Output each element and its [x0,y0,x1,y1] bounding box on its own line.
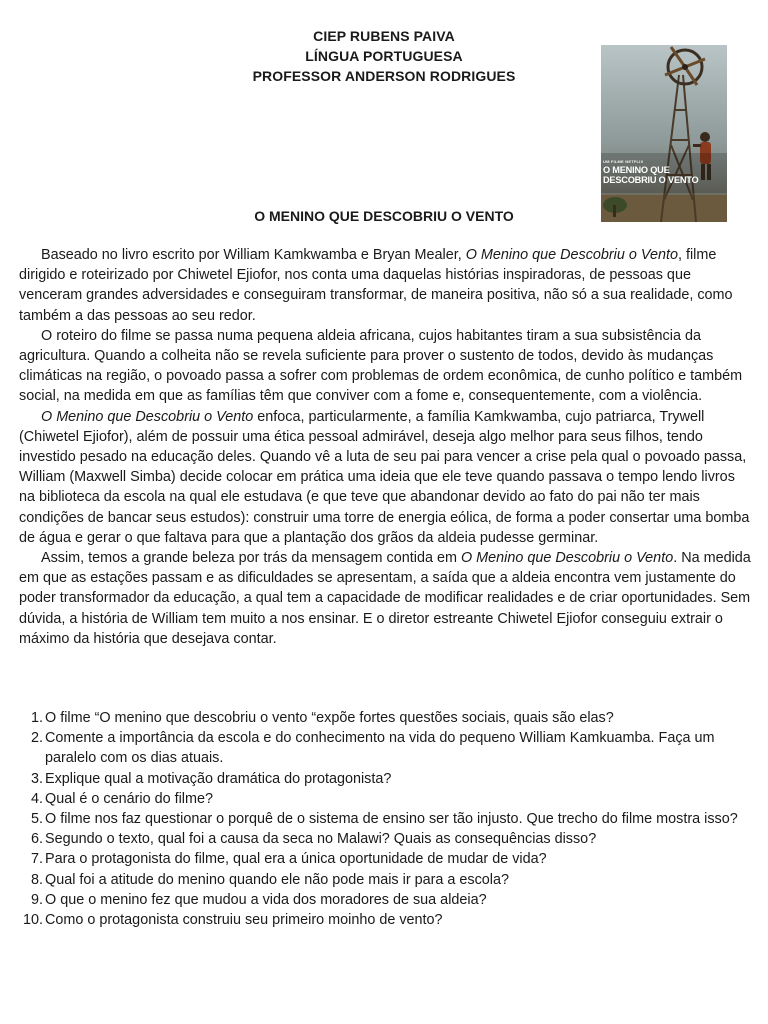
question-text: Comente a importância da escola e do conhecimento na vida do pequeno William Kamkuamba. Faça um paralelo com os dias atuais. [45,730,715,767]
movie-title-italic: O Menino que Descobriu o Vento [41,408,254,425]
paragraph [19,548,751,649]
question-text: Qual foi a atitude do menino quando ele não pode mais ir para a escola? [45,871,510,888]
question-text: O filme “O menino que descobriu o vento “expõe fortes questões sociais, quais são elas? [45,710,614,726]
poster-title-line-1: O MENINO QUE [603,165,670,175]
movie-title-italic: O Menino que Descobriu o Vento [465,247,678,263]
question-number: 3. [30,770,43,787]
paragraph-text: Assim, temos a grande beleza por trás da mensagem contida em [41,550,461,567]
question-text: O que o menino fez que mudou a vida dos moradores de sua aldeia? [45,891,487,908]
poster-caption [601,159,727,185]
question-number: 8. [30,871,43,888]
question-item [19,708,751,728]
question-item [19,910,751,930]
poster-artwork [601,45,727,222]
movie-title-italic: O Menino que Descobriu o Vento [460,550,674,567]
question-item [19,890,751,910]
paragraph [19,326,751,407]
question-item [19,769,751,789]
poster-title-line-2: DESCOBRIU O VENTO [603,175,699,185]
question-item [19,829,751,849]
article-body [19,245,751,649]
question-text: Para o protagonista do filme, qual era a única oportunidade de mudar de vida? [45,851,547,868]
paragraph-text: O roteiro do filme se passa numa pequena aldeia africana, cujos habitantes tiram a sua subsistência da agricultura. Quando a colheita não se revela suficiente para prover o sustento de todos, devido às mudanças climáticas na região, o povoado passa a sofrer com problemas de ordem econômica, de cunho político e também social, na medida em que as famílias têm que conviver com a fome e, consequentemente, com a violência. [19,327,743,405]
subject-name: LÍNGUA PORTUGUESA [305,48,463,64]
question-number: 9. [30,891,43,908]
paragraph-text: Baseado no livro escrito por William Kamkwamba e Bryan Mealer, [41,247,466,263]
teacher-name: PROFESSOR ANDERSON RODRIGUES [252,68,516,84]
question-text: O filme nos faz questionar o porquê de o sistema de ensino ser tão injusto. Que trecho do filme mostra isso? [45,811,738,828]
question-item [19,728,751,768]
question-text: Qual é o cenário do filme? [45,790,213,807]
question-number: 10. [22,912,43,929]
question-number: 7. [30,851,43,868]
question-text: Como o protagonista construiu seu primeiro moinho de vento? [45,912,443,929]
paragraph [19,407,751,548]
document-title: O MENINO QUE DESCOBRIU O VENTO [254,208,514,224]
paragraph-text: . Na medida em que as estações passam e as dificuldades se apresentam, a saída que a aldeia encontra vem justamente do poder transformador da educação, a qual tem a capacidade de modificar realidades e de criar oportunidades. Sem dúvida, a história de William tem muito a nos ensinar. E o diretor estreante Chiwetel Ejiofor conseguiu extrair o máximo da história que desejava contar. [19,550,751,647]
question-number: 4. [30,790,43,807]
question-number: 2. [30,730,43,747]
school-name: CIEP RUBENS PAIVA [313,28,455,44]
paragraph-text: enfoca, particularmente, a família Kamkwamba, cujo patriarca, Trywell (Chiwetel Ejiofor), além de possuir uma ética pessoal admirável, deseja algo melhor para seus filhos, tendo investido pesado na educação deles. Quando vê a luta de seu pai para vencer a crise pela qual o povoado passa, William (Maxwell Simba) decide colocar em prática uma ideia que ele teve quando passava o tempo lendo livros na biblioteca da escola na qual ele estudava (e que teve que abandonar devido ao fato do pai não ter mais condições de bancar seus estudos): construir uma torre de energia eólica, de forma a poder consertar uma bomba de água e gerar o que faltava para que a plantação dos grãos da aldeia pudesse germinar. [19,408,750,546]
poster-studio-label: UM FILME NETFLIX [603,159,644,164]
paragraph-text: , filme dirigido e roteirizado por Chiwetel Ejiofor, nos conta uma daquelas histórias inspiradoras, de pessoas que venceram grandes adversidades e conseguiram transformar, de maneira positiva, não só a sua realidade, como também a das pessoas ao seu redor. [19,247,733,324]
paragraph [19,245,751,326]
question-item [19,789,751,809]
question-item [19,870,751,890]
question-list [19,708,751,930]
question-item [19,849,751,869]
question-text: Explique qual a motivação dramática do protagonista? [45,770,392,787]
question-text: Segundo o texto, qual foi a causa da seca no Malawi? Quais as consequências disso? [45,831,597,848]
question-number: 6. [30,831,43,848]
question-number: 1. [30,710,43,726]
movie-poster [601,45,727,222]
question-number: 5. [30,811,43,828]
question-item [19,809,751,829]
